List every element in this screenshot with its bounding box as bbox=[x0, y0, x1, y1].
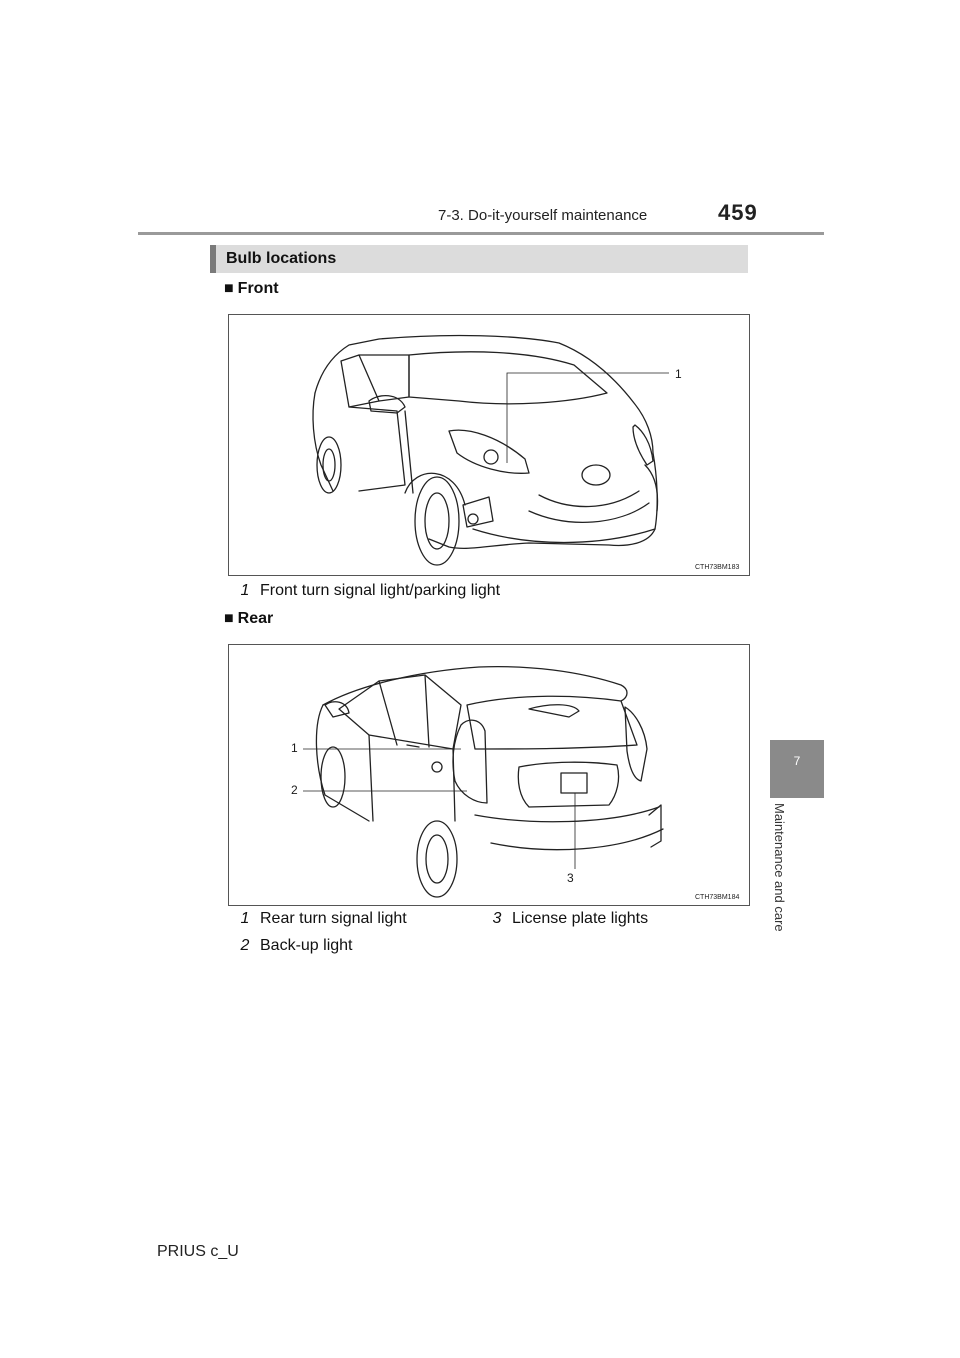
front-heading-text: Front bbox=[237, 280, 279, 297]
chapter-tab-label-wrap bbox=[771, 803, 789, 953]
rear-heading bbox=[224, 610, 273, 628]
rear-caption-number-2: 2 bbox=[240, 937, 250, 954]
rear-callout-3: 3 bbox=[567, 871, 574, 885]
square-bullet-icon: ■ bbox=[224, 280, 234, 297]
header-section-title: 7-3. Do-it-yourself maintenance bbox=[438, 207, 648, 224]
front-heading bbox=[224, 280, 279, 298]
chapter-tab bbox=[770, 740, 824, 798]
rear-caption-text-1: Rear turn signal light bbox=[260, 910, 407, 927]
rear-caption-number-1: 1 bbox=[240, 910, 250, 927]
page-number: 459 bbox=[718, 200, 758, 225]
square-bullet-icon: ■ bbox=[224, 610, 234, 627]
front-callout-1: 1 bbox=[675, 367, 682, 381]
rear-callout-2: 2 bbox=[291, 783, 298, 797]
rear-car-illustration bbox=[229, 645, 749, 905]
section-title-bar bbox=[210, 245, 748, 273]
section-title: Bulb locations bbox=[226, 250, 337, 267]
rear-caption-number-3: 3 bbox=[492, 910, 502, 927]
front-car-illustration bbox=[229, 315, 749, 575]
rear-heading-text: Rear bbox=[237, 610, 274, 627]
rear-caption-text-2: Back-up light bbox=[260, 937, 353, 954]
rear-car-figure bbox=[228, 644, 750, 906]
front-caption-number: 1 bbox=[240, 582, 250, 599]
front-caption-text: Front turn signal light/parking light bbox=[260, 582, 501, 599]
rear-figure-code: CTH73BM184 bbox=[695, 894, 740, 901]
header-divider bbox=[138, 232, 824, 235]
chapter-tab-label: Maintenance and care bbox=[772, 803, 787, 932]
chapter-tab-number: 7 bbox=[793, 754, 801, 768]
footer-model: PRIUS c_U bbox=[157, 1243, 239, 1260]
front-car-figure bbox=[228, 314, 750, 576]
rear-caption-text-3: License plate lights bbox=[512, 910, 649, 927]
front-figure-code: CTH73BM183 bbox=[695, 564, 740, 571]
rear-callout-1: 1 bbox=[291, 741, 298, 755]
